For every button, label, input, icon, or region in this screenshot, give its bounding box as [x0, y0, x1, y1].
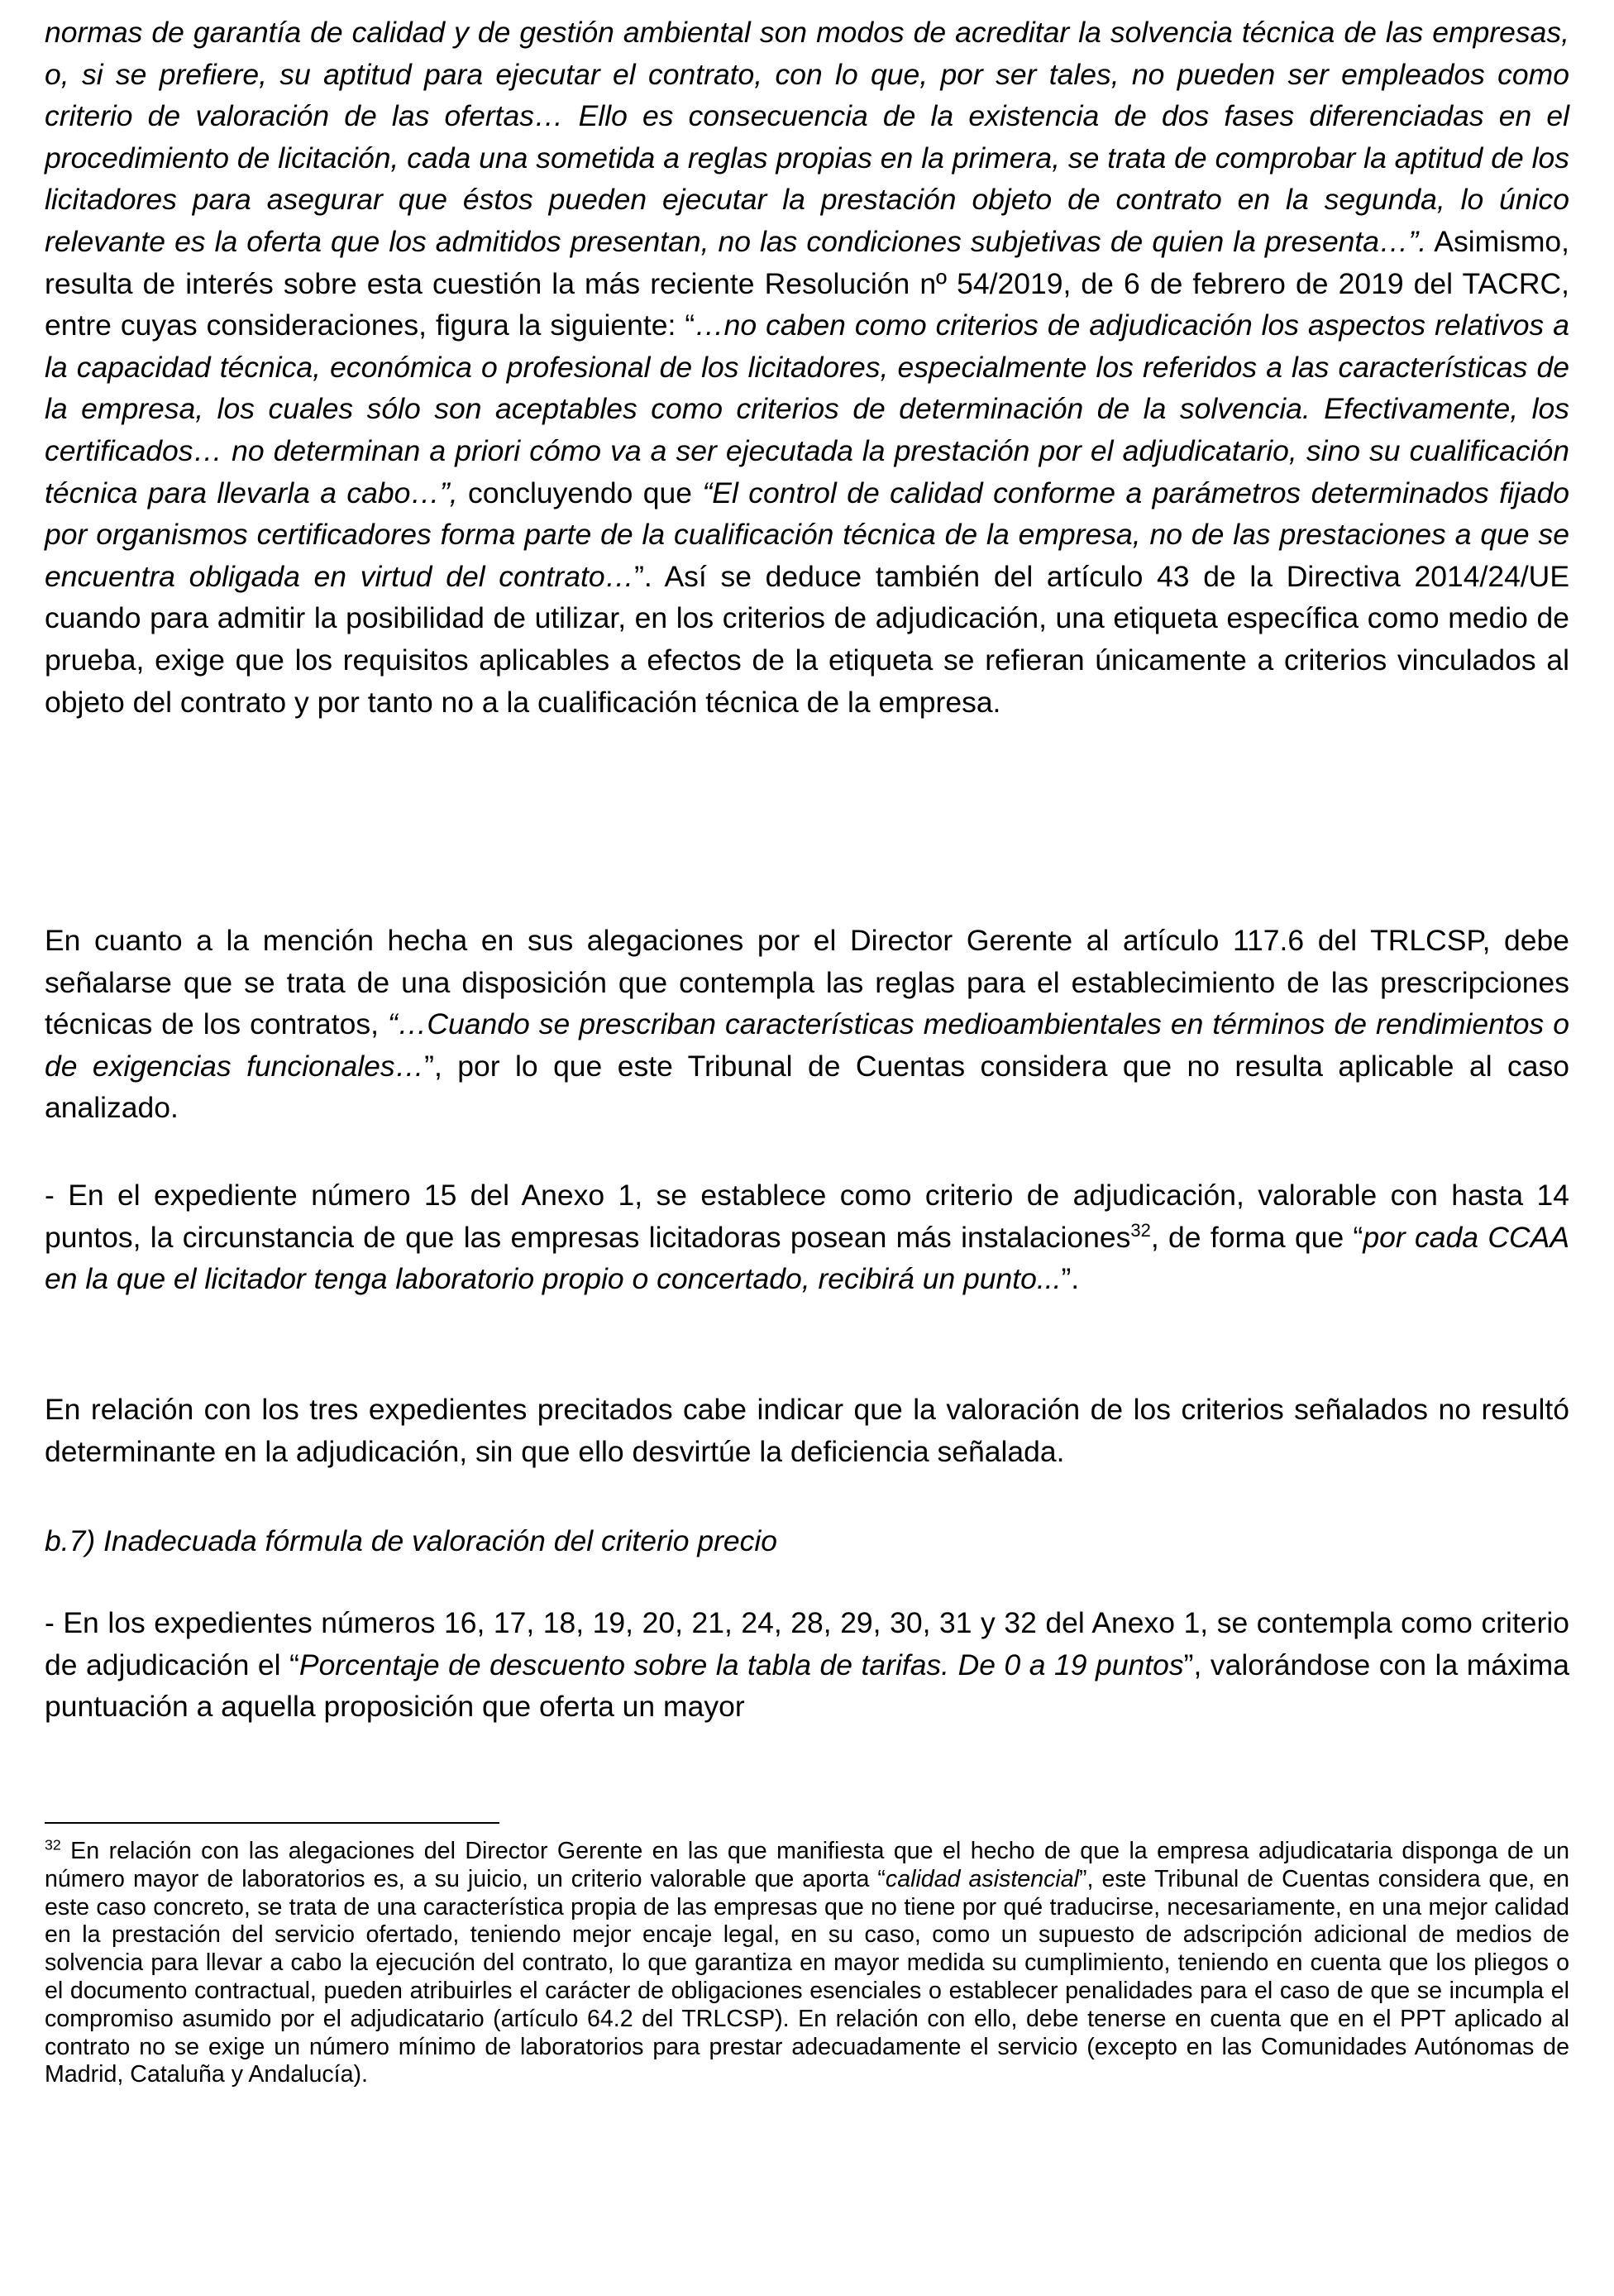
quote-ccaa-laboratory: por cada CCAA en la que el licitador tenga laboratorio propio o concertado, recibirá un punto...	[45, 1220, 1569, 1296]
text-segment: - En el expediente número 15 del Anexo 1, se establece como criterio de adjudicación, valorable con hasta 14 puntos, la circunstancia de que las empresas licitadoras posean más instalaciones	[45, 1179, 1569, 1254]
quote-discount-percentage: Porcentaje de descuento sobre la tabla de tarifas. De 0 a 19 puntos	[298, 1648, 1184, 1681]
quote-tacrc-earlier: normas de garantía de calidad y de gestión ambiental son modos de acreditar la solvencia técnica de las empresas, o, si se prefiere, su aptitud para ejecutar el contrato, con lo que, por ser tales, no pueden ser empleados como criterio de valoración de las ofertas… Ello es consecuencia de la existencia de dos fases diferenciadas en el procedimiento de licitación, cada una sometida a reglas propias en la primera, se trata de comprobar la aptitud de los licitadores para asegurar que éstos pueden ejecutar la prestación objeto de contrato en la segunda, lo único relevante es la oferta que los admitidos presentan, no las condiciones subjetivas de quien la presenta…”.	[45, 16, 1569, 258]
text-segment: ”.	[1061, 1262, 1080, 1296]
text-segment: concluyendo que	[457, 476, 703, 509]
footnote-number: 32	[45, 1836, 61, 1854]
text-segment: ”, valorándose con la máxima puntuación a aquella proposición que oferta un mayor	[45, 1648, 1569, 1724]
text-segment: ”. Así se deduce también del artículo 43 de la Directiva 2014/24/UE cuando para admitir la posibilidad de utilizar, en los criterios de adjudicación, una etiqueta específica como medio de prueba, exige que los requisitos aplicables a efectos de la etiqueta se refieran únicamente a criterios vinculados al objeto del contrato y por tanto no a la cualificación técnica de la empresa.	[45, 559, 1569, 719]
footnote-reference[interactable]: 32	[1130, 1219, 1151, 1241]
text-segment: En relación con las alegaciones del Director Gerente en las que manifiesta que el hecho de que la empresa adjudicataria disponga de un número mayor de laboratorios es, a su juicio, un criterio valorable que aporta “	[45, 1838, 1569, 1892]
footnote-divider	[45, 1822, 499, 1824]
text-segment: Asimismo, resulta de interés sobre esta cuestión la más reciente Resolución nº 54/2019, de 6 de febrero de 2019 del TACRC, entre cuyas consideraciones, figura la siguiente: “	[45, 224, 1570, 342]
paragraph-quality-standards	[45, 12, 1569, 723]
quote-technical-prescriptions: “…Cuando se prescriban características medioambientales en términos de rendimientos o de exigencias funcionales…	[45, 1007, 1570, 1083]
paragraph-three-expedientes	[45, 1389, 1569, 1472]
quote-calidad-asistencial: calidad asistencial	[885, 1865, 1080, 1892]
footnote-32	[45, 1838, 1569, 2089]
text-segment: En relación con los tres expedientes precitados cabe indicar que la valoración de los criterios señalados no resultó determinante en la adjudicación, sin que ello desvirtúe la deficiencia señalada.	[45, 1393, 1569, 1468]
section-heading-b7: b.7) Inadecuada fórmula de valoración del criterio precio	[45, 1524, 778, 1557]
paragraph-price-formula	[45, 1602, 1569, 1728]
quote-resolution-54-2019: …no caben como criterios de adjudicación los aspectos relativos a la capacidad técnica, económica o profesional de los licitadores, especialmente los referidos a las características de la empresa, los cuales sólo son aceptables como criterios de determinación de la solvencia. Efectivamente, los certificados… no determinan a priori cómo va a ser ejecutada la prestación por el adjudicatario, sino su cualificación técnica para llevarla a cabo…”,	[45, 309, 1569, 509]
paragraph-article-117-6	[45, 920, 1569, 1129]
text-segment: , de forma que “	[1150, 1220, 1363, 1254]
paragraph-expediente-15	[45, 1174, 1569, 1300]
text-segment: ”, este Tribunal de Cuentas considera que, en este caso concreto, se trata de una característica propia de las empresas que no tiene por qué traducirse, necesariamente, en una mejor calidad en la prestación del servicio ofertado, teniendo mejor encaje legal, en su caso, como un supuesto de adscripción adicional de medios de solvencia para llevar a cabo la ejecución del contrato, lo que garantiza en mayor medida su cumplimiento, teniendo en cuenta que los pliegos o el documento contractual, pueden atribuirles el carácter de obligaciones esenciales o establecer penalidades para el caso de que se incumpla el compromiso asumido por el adjudicatario (artículo 64.2 del TRLCSP). En relación con ello, debe tenerse en cuenta que en el PPT aplicado al contrato no se exige un número mínimo de laboratorios para prestar adecuadamente el servicio (excepto en las Comunidades Autónomas de Madrid, Cataluña y Andalucía).	[45, 1865, 1570, 2088]
text-segment: ”, por lo que este Tribunal de Cuentas considera que no resulta aplicable al caso analizado.	[45, 1049, 1569, 1125]
quote-quality-control: “El control de calidad conforme a parámetros determinados fijado por organismos certificadores forma parte de la cualificación técnica de la empresa, no de las prestaciones a que se encuentra obligada en virtud del contrato…	[45, 476, 1569, 593]
text-segment: - En los expedientes números 16, 17, 18, 19, 20, 21, 24, 28, 29, 30, 31 y 32 del Anexo 1, se contempla como criterio de adjudicación el “	[45, 1606, 1569, 1681]
text-segment: En cuanto a la mención hecha en sus alegaciones por el Director Gerente al artículo 117.6 del TRLCSP, debe señalarse que se trata de una disposición que contempla las reglas para el establecimiento de las prescripciones técnicas de los contratos,	[45, 924, 1569, 1041]
